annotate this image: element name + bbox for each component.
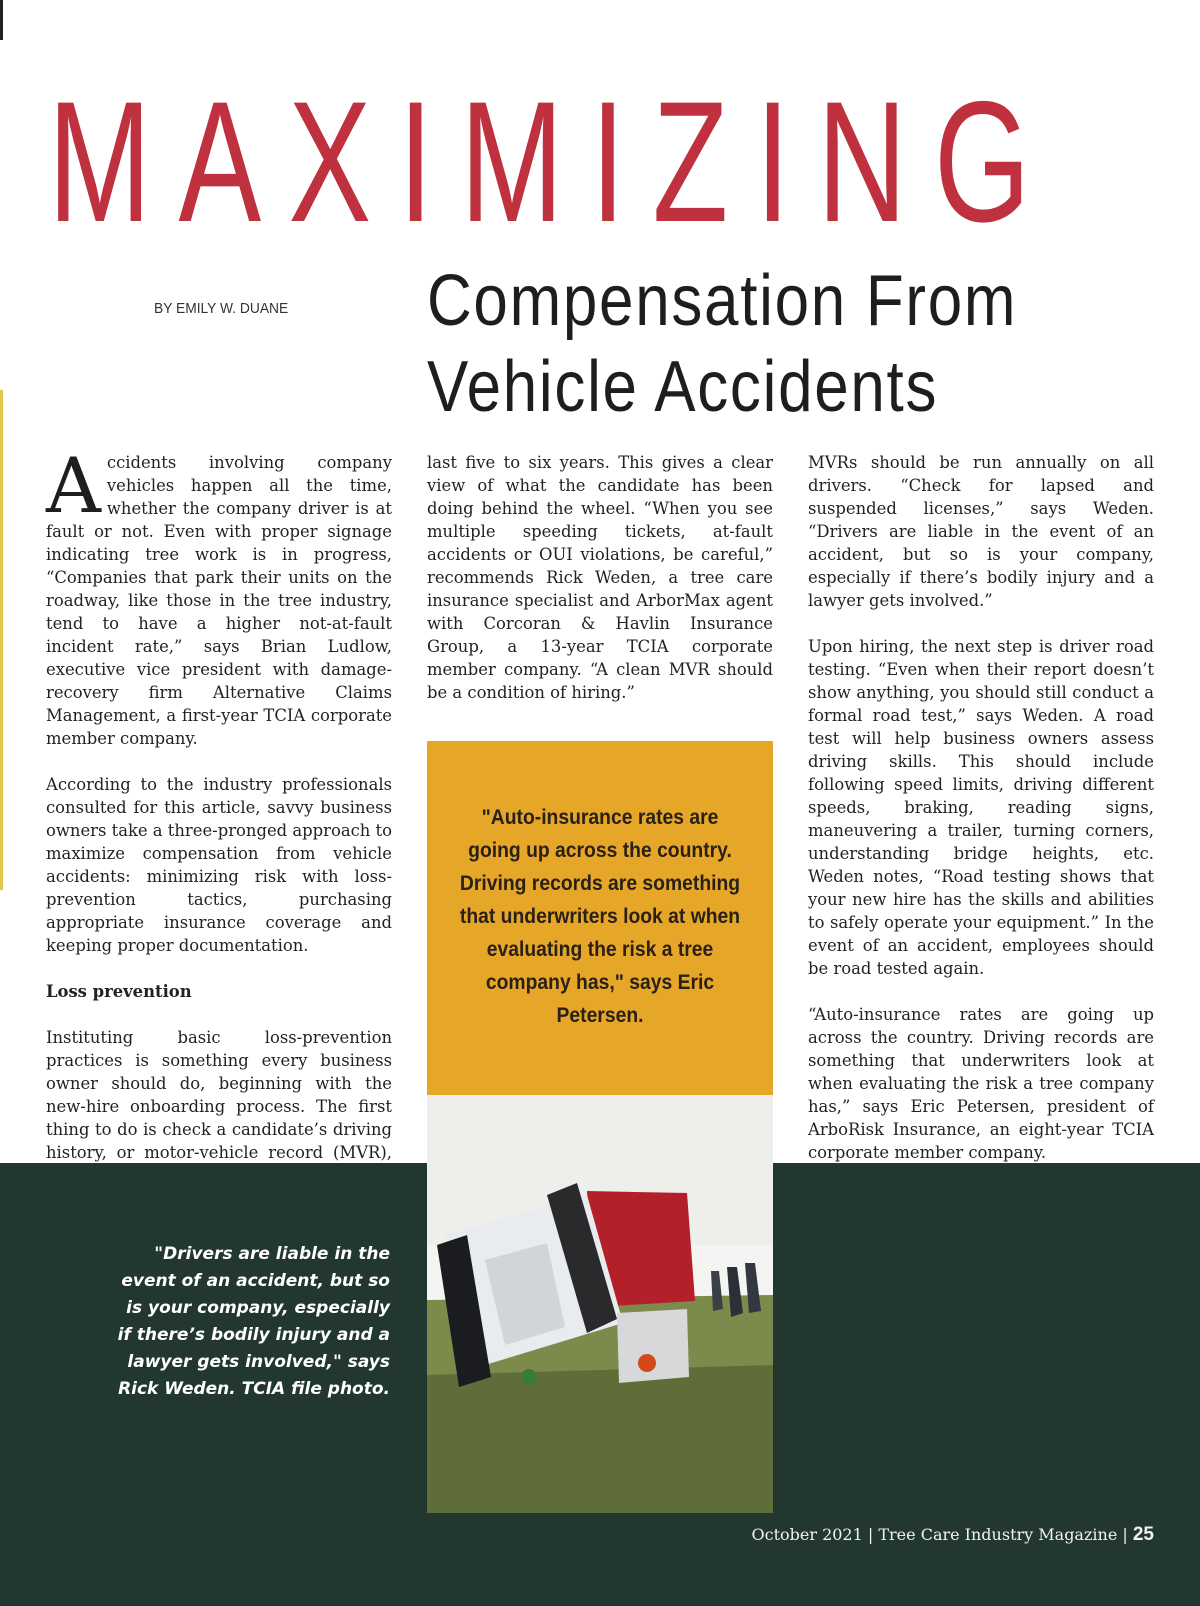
paragraph: “Auto-insurance rates are going up across the country. Driving records are something that underwriters look at when evaluating the risk a tree company has,” says Eric Petersen, president of ArboRisk Insurance, an eight-year TCIA corporate member company. (808, 1005, 1154, 1162)
headline: MAXIMIZING (48, 66, 1058, 258)
subhead-line-2: Vehicle Accidents (427, 347, 939, 427)
pull-quote-box (427, 741, 773, 1095)
paragraph: last five to six years. This gives a clear view of what the candidate has been doing behind the wheel. “When you see multiple speeding tickets, at-fault accidents or OUI violations, be careful,” recommends Rick Weden, a tree care insurance specialist and ArborMax agent with Corcoran & Havlin Insurance Group, a 13-year TCIA corporate member company. “A clean MVR should be a condition of hiring.” (427, 453, 773, 702)
intro-paragraph (46, 441, 392, 750)
photo-caption: "Drivers are liable in the event of an accident, but so is your company, especially if there’s bodily injury and a lawyer gets involved," says Rick Weden. TCIA file photo. (117, 1244, 390, 1399)
byline: BY EMILY W. DUANE (154, 300, 289, 317)
accident-photo (427, 1095, 773, 1513)
page-edge-top (0, 0, 3, 40)
overturned-truck-image (427, 1095, 773, 1513)
paragraph: According to the industry professionals consulted for this article, savvy business owners take a three-pronged approach to maximize compensation from vehicle accidents: minimizing risk with loss-prevention tactics, purchasing appropriate insurance coverage and keeping proper documentation. (46, 775, 392, 955)
intro-text: ccidents involving company vehicles happen all the time, whether the company driver is at fault or not. Even with proper signage indicating tree work is in progress, “Companies that park their units on the roadway, like those in the tree industry, tend to have a higher not-at-fault incident rate,” says Brian Ludlow, executive vice president with damage-recovery firm Alternative Claims Management, a first-year TCIA corporate member company. (46, 453, 392, 748)
paragraph: Upon hiring, the next step is driver road testing. “Even when their report doesn’t show anything, you should still conduct a formal road test,” says Weden. A road test will help business owners assess driving skills. This should include following speed limits, driving different speeds, braking, reading signs, maneuvering a trailer, turning corners, understanding bridge heights, etc. Weden notes, “Road testing shows that your new hire has the skills and abilities to safely operate your equipment.” In the event of an accident, employees should be road tested again. (808, 637, 1154, 978)
page-number: 25 (1132, 1524, 1154, 1545)
article-column-3 (808, 451, 1154, 1187)
drop-cap: A (46, 441, 101, 530)
pull-quote: "Auto-insurance rates are going up across the country. Driving records are something that underwriters look at when evaluating the risk a tree company has," says Eric Petersen. (459, 806, 741, 1027)
page-edge-yellow (0, 390, 3, 890)
section-subtitle: Loss prevention (46, 982, 192, 1001)
paragraph: MVRs should be run annually on all drivers. “Check for lapsed and suspended licenses,” says Weden. “Drivers are liable in the event of an accident, but so is your company, especially if there’s bodily injury and a lawyer gets involved.” (808, 453, 1154, 610)
article-column-2 (427, 451, 773, 727)
article-column-1 (46, 441, 392, 1210)
paragraph: Instituting basic loss-prevention practices is something every business owner should do, beginning with the new-hire onboarding process. The first thing to do is check a candidate’s driving history, or motor-vehicle record (MVR), (46, 1028, 392, 1162)
footer-text: October 2021 | Tree Care Industry Magazine | (751, 1525, 1133, 1544)
subhead (427, 258, 1017, 430)
page-footer (751, 1524, 1154, 1546)
subhead-line-1: Compensation From (427, 261, 1018, 341)
